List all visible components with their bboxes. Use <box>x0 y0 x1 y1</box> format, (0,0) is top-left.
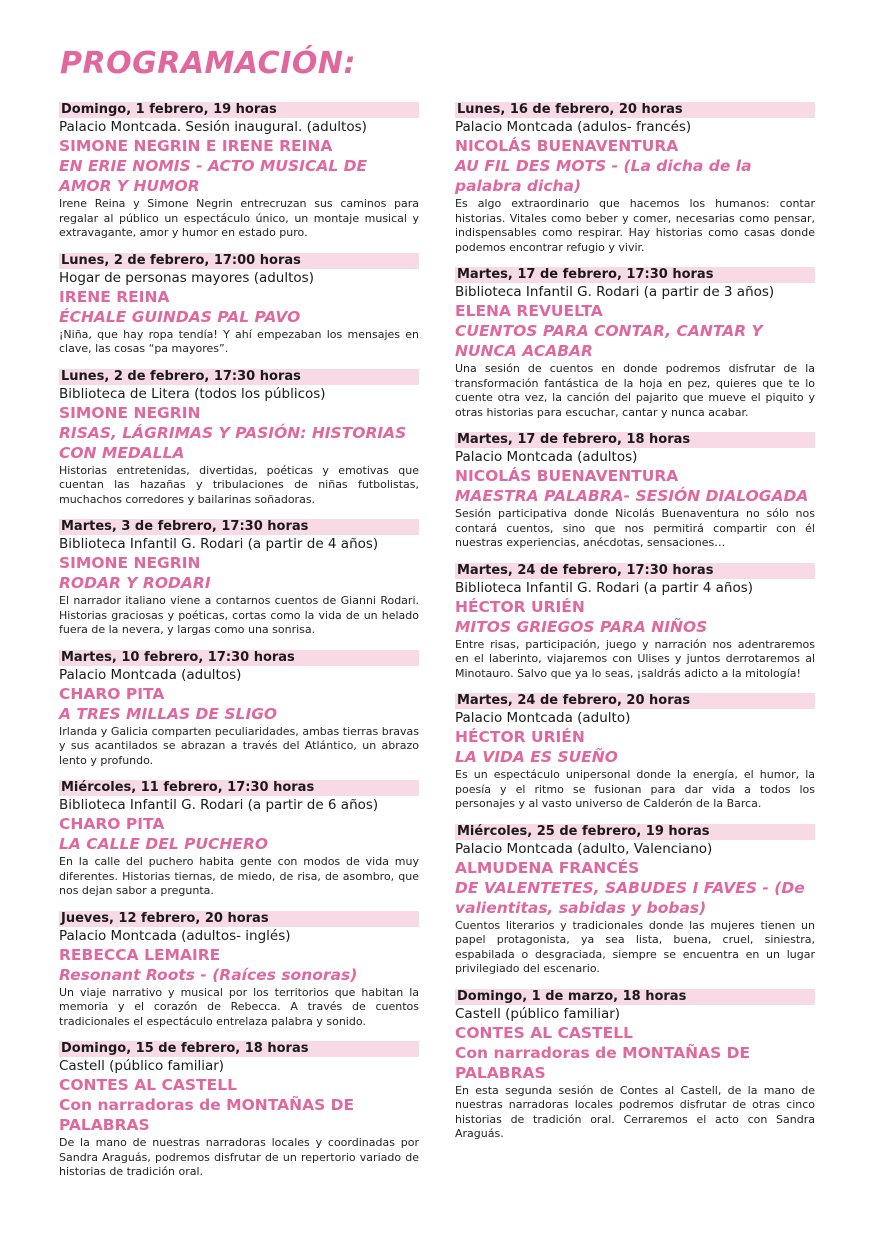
event-description: Cuentos literarios y tradicionales donde las mujeres tienen un papel protagonista, ya sea lista, buena, cruel, siniestra, espabilada o desgraciada, siempre se encuentra en un lugar privilegiado del escenario. <box>455 918 815 975</box>
event-artist: ELENA REVUELTA <box>455 302 603 320</box>
event-date: Domingo, 1 febrero, 19 horas <box>59 102 419 118</box>
program-event <box>59 650 419 769</box>
page-title: PROGRAMACIÓN: <box>60 46 356 81</box>
program-event <box>59 369 419 508</box>
event-venue: Palacio Montcada (adultos) <box>455 449 638 465</box>
program-event <box>59 102 419 241</box>
program-event <box>455 267 815 420</box>
event-venue: Castell (público familiar) <box>455 1005 621 1022</box>
event-show-title: EN ERIE NOMIS - ACTO MUSICAL DE AMOR Y HUMOR <box>59 157 368 195</box>
event-artist: SIMONE NEGRIN <box>59 554 201 572</box>
event-show-title: LA CALLE DEL PUCHERO <box>59 835 269 853</box>
event-show-title: AU FIL DES MOTS - (La dicha de la palabra dicha) <box>455 157 752 195</box>
program-event <box>455 102 815 255</box>
event-show-title: RISAS, LÁGRIMAS Y PASIÓN: HISTORIAS CON MEDALLA <box>59 423 407 462</box>
event-venue: Biblioteca Infantil G. Rodari (a partir de 6 años) <box>59 797 379 813</box>
event-artist: REBECCA LEMAIRE <box>59 945 221 964</box>
event-date: Martes, 24 de febrero, 20 horas <box>455 693 815 709</box>
event-artist: CHARO PITA <box>59 684 165 703</box>
program-event <box>455 693 815 812</box>
event-show-title: ÉCHALE GUINDAS PAL PAVO <box>59 307 301 326</box>
event-description: Un viaje narrativo y musical por los territorios que habitan la memoria y el corazón de Rebecca. A través de cuentos tradicionales el espectáculo entrelaza palabra y sonido. <box>59 985 419 1028</box>
event-artist: CHARO PITA <box>59 815 165 833</box>
event-artist: CONTES AL CASTELL <box>455 1023 633 1042</box>
program-event <box>59 911 419 1030</box>
program-column-right <box>455 102 815 1154</box>
event-description: En la calle del puchero habita gente con modos de vida muy diferentes. Historias tiernas, de miedo, de risa, de asombro, que nos dejan sabor a pregunta. <box>59 855 419 897</box>
event-date: Lunes, 16 de febrero, 20 horas <box>455 102 815 118</box>
event-venue: Biblioteca Infantil G. Rodari (a partir de 3 años) <box>455 284 775 300</box>
event-date: Lunes, 2 de febrero, 17:00 horas <box>59 253 419 269</box>
event-date: Martes, 3 de febrero, 17:30 horas <box>59 519 419 535</box>
program-event <box>59 1041 419 1180</box>
event-date: Martes, 24 de febrero, 17:30 horas <box>455 563 815 579</box>
event-artist: CONTES AL CASTELL <box>59 1076 237 1094</box>
event-venue: Palacio Montcada. Sesión inaugural. (adultos) <box>59 119 367 135</box>
program-event <box>455 989 815 1142</box>
event-show-title: A TRES MILLAS DE SLIGO <box>59 704 278 723</box>
program-event <box>455 824 815 977</box>
event-artist: HÉCTOR URIÉN <box>455 728 585 746</box>
event-show-title: Resonant Roots - (Raíces sonoras) <box>59 965 358 984</box>
event-artist: ALMUDENA FRANCÉS <box>455 858 640 877</box>
event-date: Miércoles, 11 febrero, 17:30 horas <box>59 780 419 796</box>
event-artist: SIMONE NEGRIN <box>59 403 201 422</box>
event-artist: HÉCTOR URIÉN <box>455 597 585 616</box>
program-event <box>455 563 815 682</box>
event-show-title: Con narradoras de MONTAÑAS DE PALABRAS <box>59 1096 355 1134</box>
event-show-title: RODAR Y RODARI <box>59 574 211 592</box>
event-venue: Palacio Montcada (adultos) <box>59 666 242 683</box>
program-event <box>455 432 815 551</box>
event-venue: Castell (público familiar) <box>59 1058 225 1074</box>
event-venue: Biblioteca Infantil G. Rodari (a partir 4 años) <box>455 579 754 596</box>
event-date: Martes, 17 de febrero, 17:30 horas <box>455 267 815 283</box>
event-description: Es un espectáculo unipersonal donde la energía, el humor, la poesía y el ritmo se fusionan para dar vida a todos los personajes y al vasto universo de Calderón de la Barca. <box>455 768 815 810</box>
event-venue: Palacio Montcada (adulos- francés) <box>455 119 692 135</box>
event-show-title: CUENTOS PARA CONTAR, CANTAR Y NUNCA ACABAR <box>455 322 763 360</box>
event-venue: Biblioteca de Litera (todos los públicos) <box>59 385 326 402</box>
event-description: El narrador italiano viene a contarnos cuentos de Gianni Rodari. Historias graciosas y poéticas, cortas como la vida de un helado fuera de la nevera, y largas como una sonrisa. <box>59 594 419 636</box>
event-show-title: LA VIDA ES SUEÑO <box>455 748 618 766</box>
event-venue: Palacio Montcada (adulto) <box>455 710 631 726</box>
event-artist: NICOLÁS BUENAVENTURA <box>455 137 679 155</box>
event-venue: Palacio Montcada (adulto, Valenciano) <box>455 840 713 857</box>
event-description: ¡Niña, que hay ropa tendía! Y ahí empezaban los mensajes en clave, las cosas “pa mayores”. <box>59 327 419 355</box>
event-description: Es algo extraordinario que hacemos los humanos: contar historias. Vitales como beber y comer, necesarias como pensar, indispensables como respirar. Hay historias como casas donde podemos encontrar refugio y vivir. <box>455 197 815 254</box>
event-date: Miércoles, 25 de febrero, 19 horas <box>455 824 815 840</box>
event-date: Jueves, 12 febrero, 20 horas <box>59 911 419 927</box>
event-artist: SIMONE NEGRIN E IRENE REINA <box>59 137 333 155</box>
event-show-title: MAESTRA PALABRA- SESIÓN DIALOGADA <box>455 487 809 505</box>
event-description: Historias entretenidas, divertidas, poéticas y emotivas que cuentan las hazañas y tribulaciones de niñas futbolistas, muchachos corredores y bailarinas soñadoras. <box>59 463 419 506</box>
program-column-left <box>59 102 419 1192</box>
program-event <box>59 780 419 899</box>
event-date: Lunes, 2 de febrero, 17:30 horas <box>59 369 419 385</box>
event-description: En esta segunda sesión de Contes al Castell, de la mano de nuestras narradoras locales podremos disfrutar de otras cinco historias de tradición oral. Cerraremos el acto con Sandra Araguás. <box>455 1083 815 1140</box>
event-show-title: MITOS GRIEGOS PARA NIÑOS <box>455 617 708 636</box>
event-artist: NICOLÁS BUENAVENTURA <box>455 467 679 485</box>
event-venue: Biblioteca Infantil G. Rodari (a partir de 4 años) <box>59 536 379 552</box>
program-event <box>59 519 419 638</box>
event-date: Martes, 10 febrero, 17:30 horas <box>59 650 419 666</box>
event-description: Irlanda y Galicia comparten peculiaridades, ambas tierras bravas y sus acantilados se abrazan a través del Atlántico, un abrazo lento y profundo. <box>59 724 419 767</box>
event-description: De la mano de nuestras narradoras locales y coordinadas por Sandra Araguás, podremos disfrutar de un repertorio variado de historias de tradición oral. <box>59 1136 419 1178</box>
event-date: Domingo, 1 de marzo, 18 horas <box>455 989 815 1005</box>
event-venue: Palacio Montcada (adultos- inglés) <box>59 927 291 944</box>
event-description: Sesión participativa donde Nicolás Buenaventura no sólo nos contará cuentos, sino que nos permitirá compartir con él nuestras experiencias, anécdotas, sensaciones… <box>455 507 815 549</box>
event-description: Irene Reina y Simone Negrin entrecruzan sus caminos para regalar al público un espectáculo único, un montaje musical y extravagante, amor y humor en estado puro. <box>59 197 419 239</box>
event-date: Domingo, 15 de febrero, 18 horas <box>59 1041 419 1057</box>
event-description: Entre risas, participación, juego y narración nos adentraremos en el laberinto, viajaremos con Ulises y juntos derrotaremos al Minotauro. Salvo que ya lo seas, ¡saldrás adicto a la mitología! <box>455 637 815 680</box>
event-show-title: Con narradoras de MONTAÑAS DE PALABRAS <box>455 1043 751 1082</box>
event-artist: IRENE REINA <box>59 287 170 306</box>
event-venue: Hogar de personas mayores (adultos) <box>59 269 314 286</box>
event-date: Martes, 17 de febrero, 18 horas <box>455 432 815 448</box>
program-event <box>59 253 419 357</box>
event-show-title: DE VALENTETES, SABUDES I FAVES - (De valientitas, sabidas y bobas) <box>455 878 805 917</box>
event-description: Una sesión de cuentos en donde podremos disfrutar de la transformación fantástica de la hoja en pez, quieres que te lo cuente otra vez, la canción del pajarito que mueve el piquito y otras historias para escuchar, cantar y nunca acabar. <box>455 362 815 419</box>
